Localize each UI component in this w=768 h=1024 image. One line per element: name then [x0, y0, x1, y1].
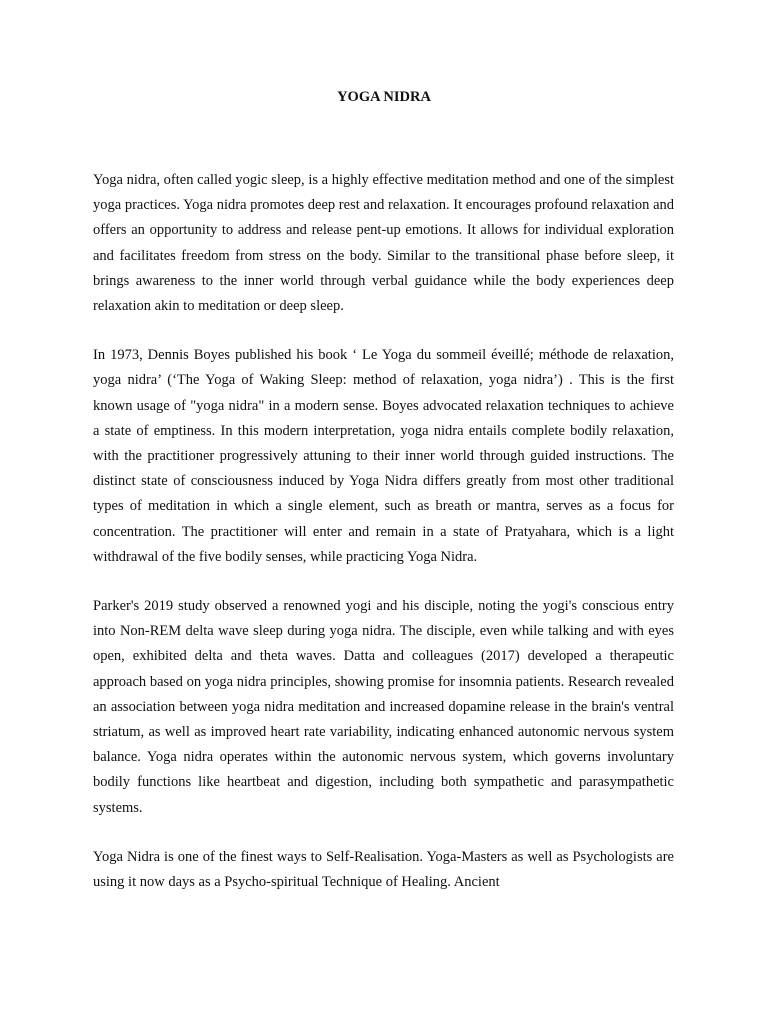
document-title: YOGA NIDRA: [337, 89, 431, 105]
paragraph-self-realisation: Yoga Nidra is one of the finest ways to Self-Realisation. Yoga-Masters as well as Psychologists are using it now days as a Psycho-spiritual Technique of Healing. Ancient: [93, 848, 674, 891]
document-body: [93, 168, 674, 919]
paragraph-history: In 1973, Dennis Boyes published his book ‘ Le Yoga du sommeil éveillé; méthode de relaxation, yoga nidra’ (‘The Yoga of Waking Sleep: method of relaxation, yoga nidra’) . This is the first known usage of "yoga nidra" in a modern sense. Boyes advocated relaxation techniques to achieve a state of emptiness. In this modern interpretation, yoga nidra entails complete bodily relaxation, with the practitioner progressively attuning to their inner world through guided instructions. The distinct state of consciousness induced by Yoga Nidra differs greatly from most other traditional types of meditation in which a single element, such as breath or mantra, serves as a focus for concentration. The practitioner will enter and remain in a state of Pratyahara, which is a light withdrawal of the five bodily senses, while practicing Yoga Nidra.: [93, 347, 674, 565]
paragraph-research: Parker's 2019 study observed a renowned yogi and his disciple, noting the yogi's conscious entry into Non-REM delta wave sleep during yoga nidra. The disciple, even while talking and with eyes open, exhibited delta and theta waves. Datta and colleagues (2017) developed a therapeutic approach based on yoga nidra principles, showing promise for insomnia patients. Research revealed an association between yoga nidra meditation and increased dopamine release in the brain's ventral striatum, as well as improved heart rate variability, indicating enhanced autonomic nervous system balance. Yoga nidra operates within the autonomic nervous system, which governs involuntary bodily functions like heartbeat and digestion, including both sympathetic and parasympathetic systems.: [93, 598, 674, 816]
paragraph-intro: Yoga nidra, often called yogic sleep, is a highly effective meditation method and one of the simplest yoga practices. Yoga nidra promotes deep rest and relaxation. It encourages profound relaxation and offers an opportunity to address and release pent-up emotions. It allows for individual exploration and facilitates freedom from stress on the body. Similar to the transitional phase before sleep, it brings awareness to the inner world through verbal guidance while the body experiences deep relaxation akin to meditation or deep sleep.: [93, 172, 674, 315]
